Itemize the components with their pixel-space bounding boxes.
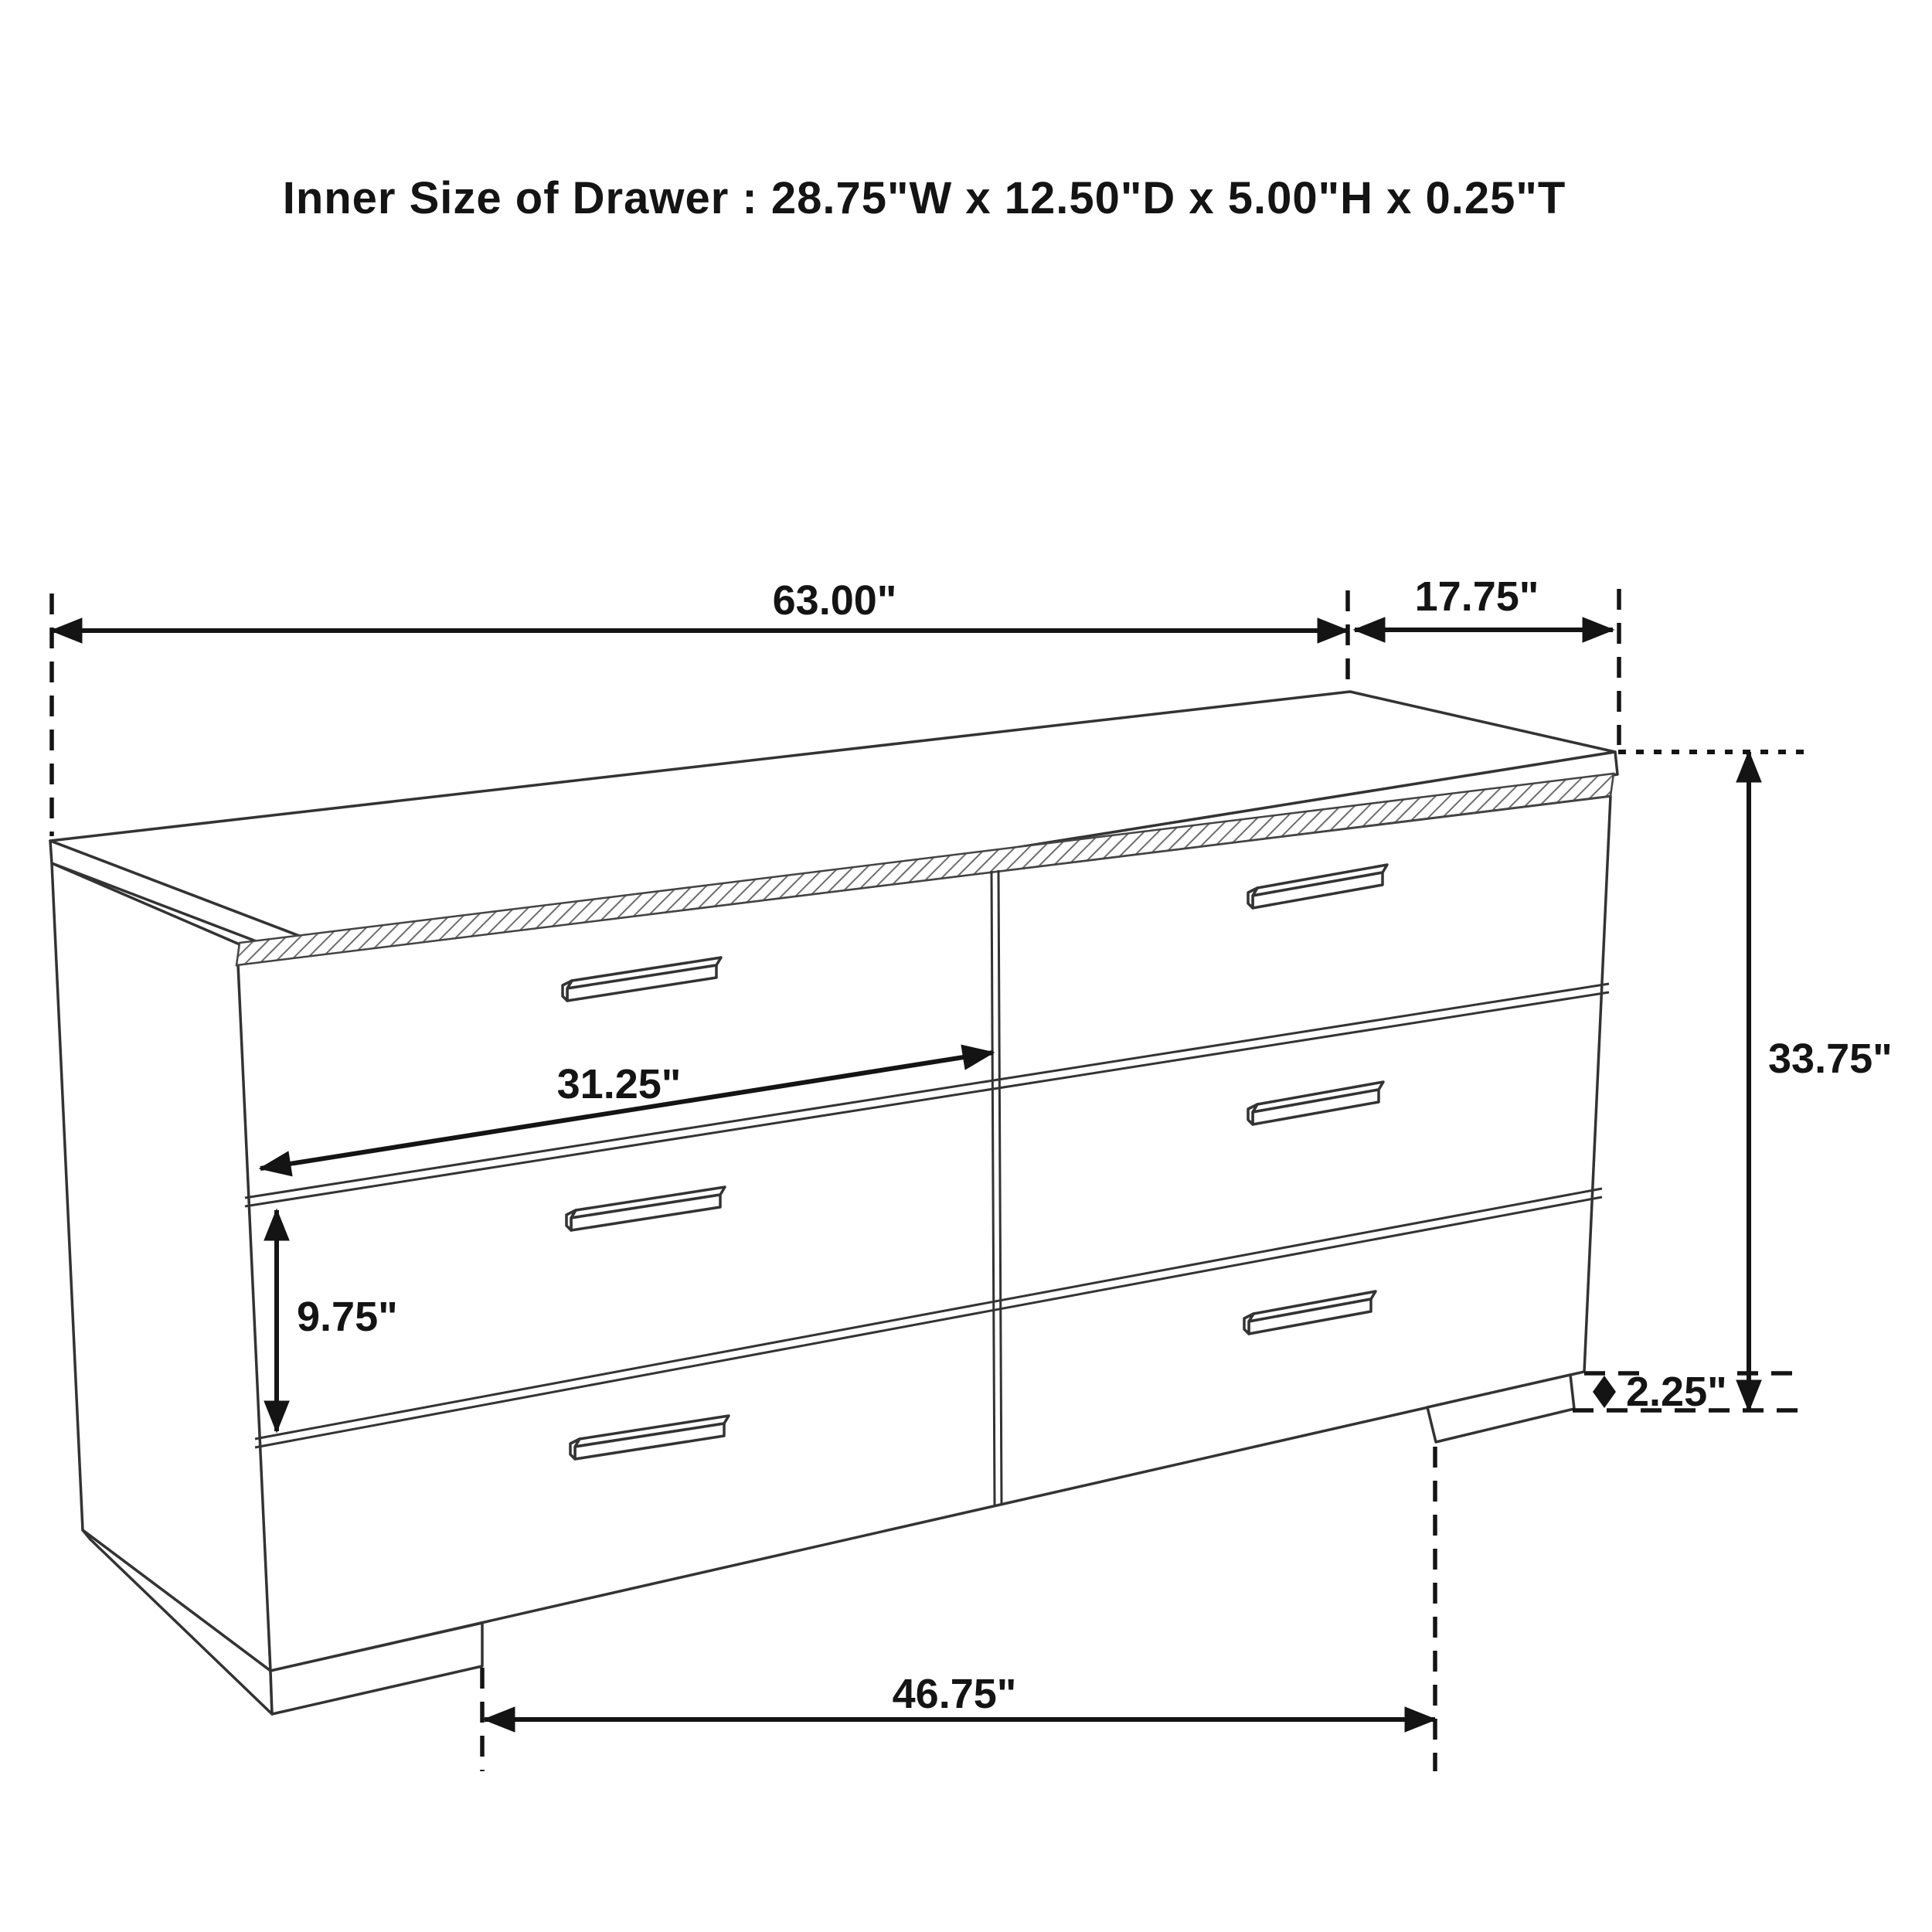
- dimension-label: 33.75": [1768, 1036, 1893, 1082]
- dimension-overall-height: [1573, 752, 1893, 1410]
- dimension-label: 9.75": [297, 1294, 398, 1340]
- dimension-label: 63.00": [772, 577, 897, 624]
- leg-height-arrow: [1593, 1392, 1616, 1408]
- dimension-label: 2.25": [1626, 1369, 1727, 1415]
- leg-height-arrow: [1593, 1376, 1616, 1392]
- dimension-label: 31.25": [556, 1061, 682, 1107]
- dimension-leg-height: [1584, 1369, 1802, 1415]
- dimension-label: 17.75": [1414, 573, 1539, 620]
- page-title: Inner Size of Drawer : 28.75"W x 12.50"D x 5.00"H x 0.25"T: [282, 173, 1566, 223]
- dimension-label: 46.75": [892, 1671, 1017, 1717]
- dresser-drawing: [50, 692, 1617, 1714]
